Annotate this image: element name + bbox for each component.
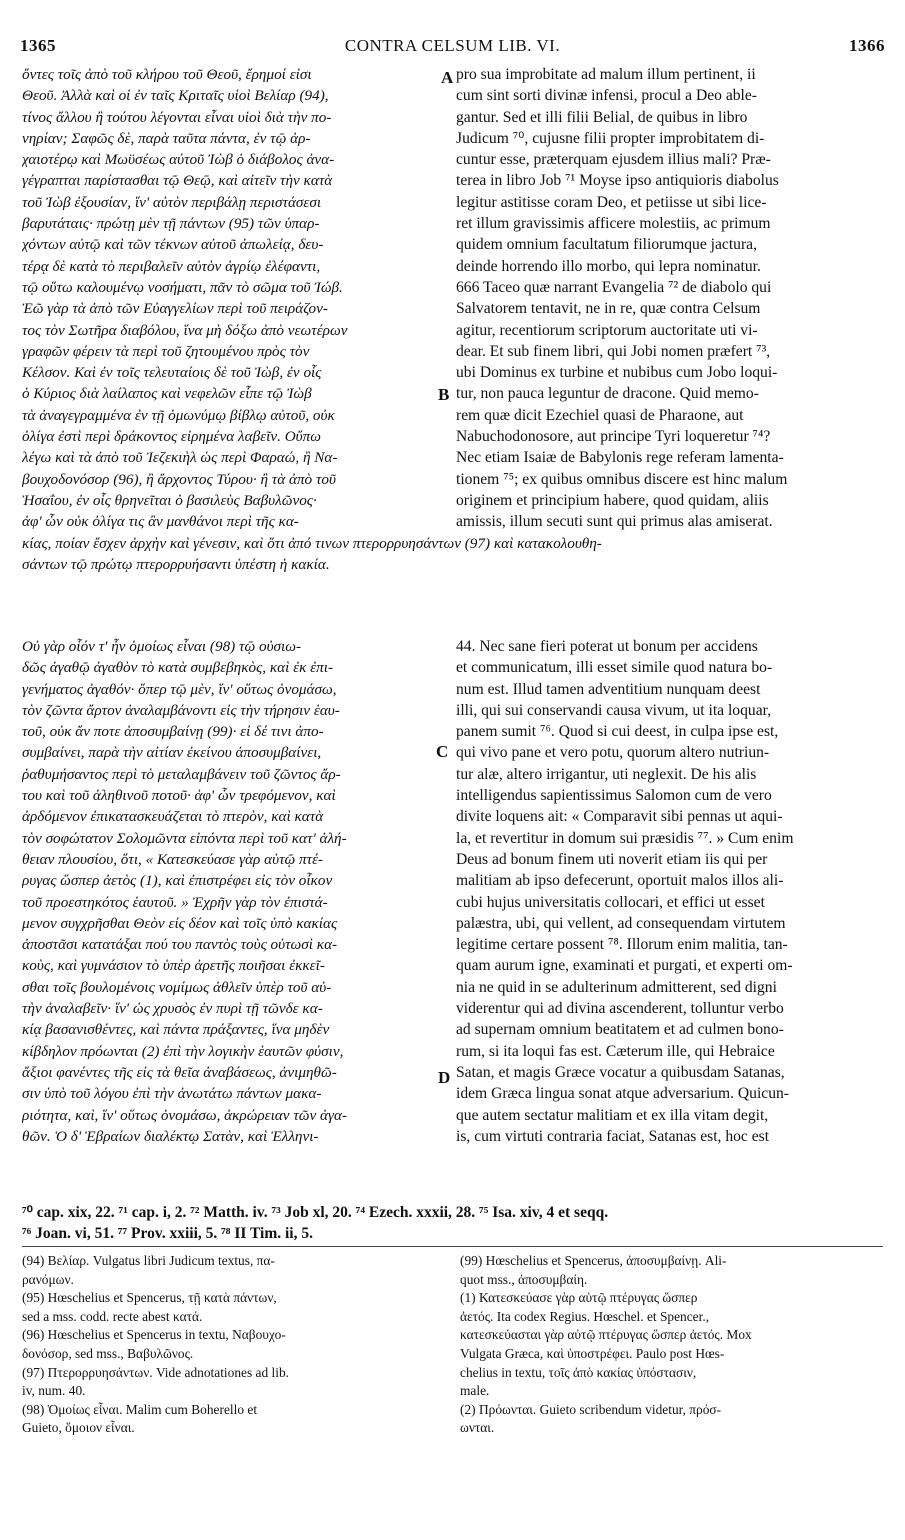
latin-text-line: qui vivo pane et vero potu, quorum altero nutriun-	[456, 744, 770, 762]
scripture-references	[22, 1202, 884, 1244]
latin-text-line: Salvatorem tentavit, ne in re, quæ contra Celsum	[456, 300, 761, 318]
footnote-line: Vulgata Græca, καὶ ὑποστρέφει. Paulo post Hœs-	[460, 1345, 725, 1361]
latin-text-line: Judicum ⁷⁰, cujusne filii propter improbitatem di-	[456, 129, 765, 147]
latin-text-line: malitiam ab ipso defecerunt, oportuit malos illos ali-	[456, 872, 784, 890]
greek-text-line: τὰ ἀναγεγραμμένα ἐν τῇ ὁμωνύμῳ βίβλῳ αὐτοῦ, οὐκ	[22, 406, 335, 424]
greek-text-line: σθαι τοῖς βουλομένοις νομίμως ἀθλεῖν ὑπὲρ τοῦ αὐ-	[22, 978, 332, 996]
greek-text-line: τίνος ἄλλου ἢ τούτου λέγονται εἶναι υἱοὶ διὰ τὴν πο-	[22, 108, 332, 126]
latin-text-line: pro sua improbitate ad malum illum pertinent, ii	[456, 66, 756, 83]
page-number-right: 1366	[849, 36, 885, 55]
latin-text-line: dear. Et sub finem libri, qui Jobi nomen præfert ⁷³,	[456, 342, 771, 360]
greek-text-line: συμβαίνει, παρὰ τὴν αἰτίαν ἐκείνου ἀποσυμβαίνει,	[22, 744, 322, 762]
latin-column-top	[456, 64, 884, 533]
greek-text-line: κοὺς, καὶ γυμνάσιον τὸ ὑπὲρ ἀρετῆς ποιῆσαι ἐκκεῖ-	[22, 957, 325, 975]
latin-text-line: amissis, illum secuti sunt qui primus alas amiserat.	[456, 513, 773, 531]
footnote-line: sed a mss. codd. recte abest κατά.	[22, 1308, 203, 1324]
footnote-line: δονόσορ, sed mss., Βαβυλῶνος.	[22, 1345, 194, 1361]
greek-text-line: γέγραπται παρίστασθαι τῷ Θεῷ, καὶ αἰτεῖν τὴν κατὰ	[22, 172, 333, 190]
footnote-line: quot mss., ἀποσυμβαίη.	[460, 1271, 588, 1287]
greek-text-line: μενον συγχρῆσθαι Θεὸν εἰς δέον καὶ τοῖς ὑπὸ κακίας	[22, 914, 338, 932]
greek-text-line: σιν ὑπὸ τοῦ λόγου ἐπὶ τὴν ἀνωτάτω πάντων μακα-	[22, 1085, 322, 1103]
latin-text-line: intelligendus sapientissimus Salomon cum de vero	[456, 787, 772, 805]
greek-text-line: ἀφ' ὧν οὐκ ὀλίγα τις ἂν μανθάνοι περὶ τῆς κα-	[22, 513, 299, 531]
greek-text-line: θειαν πλουσίου, ὅτι, « Κατεσκεύασε γὰρ αὑτῷ πτέ-	[22, 850, 324, 868]
full-width-text	[22, 533, 884, 576]
latin-text-line: divite loquens ait: « Comparavit sibi pennas ut aqui-	[456, 808, 783, 826]
greek-text-line: ἀρδόμενον ἐπικατασκευάζεται τὸ πτερὸν, καὶ κατὰ	[22, 808, 324, 826]
latin-text-line: la, et revertitur in domum sui præsidis ⁷⁷. » Cum enim	[456, 829, 794, 847]
latin-text-line: palæstra, ubi, qui vellent, ad consequendam virtutem	[456, 914, 786, 932]
greek-text-line: κίᾳ βασανισθέντες, καὶ πάντα πράξαντες, ἵνα μηδὲν	[22, 1021, 330, 1039]
greek-text-line: γενήματος ἀγαθόν· ὅπερ τῷ μὲν, ἵν' οὕτως ὀνομάσω,	[22, 680, 337, 698]
footnote-line: (97) Πτερορρυησάντων. Vide adnotationes ad lib.	[22, 1364, 290, 1380]
running-title: CONTRA CELSUM LIB. VI.	[344, 36, 561, 55]
running-header	[20, 36, 885, 58]
greek-text-line: τοῦ προεστηκότος ἑαυτοῦ. » Ἐχρῆν γὰρ τὸν ἐπιστά-	[22, 893, 328, 911]
latin-text-line: que autem sectatur malitiam et ex illa vitam degit,	[456, 1106, 769, 1124]
latin-text-line: cuntur esse, præterquam ejusdem illius mali? Præ-	[456, 151, 771, 169]
greek-text-line: Ἠσαΐου, ἐν οἷς θρηνεῖται ὁ βασιλεὺς Βαβυλῶνος·	[22, 491, 317, 509]
footnote-line: iv, num. 40.	[22, 1383, 86, 1399]
latin-text-line: num est. Illud tamen adventitium nunquam deest	[456, 680, 761, 698]
greek-text-line: Οὐ γὰρ οἷόν τ' ἦν ὁμοίως εἶναι (98) τῷ οὐσιω-	[22, 638, 302, 655]
latin-text-line: panem sumit ⁷⁶. Quod si cui deest, in culpa ipse est,	[456, 723, 779, 741]
greek-text-line: τέρᾳ δὲ κατὰ τὸ περιβαλεῖν αὐτὸν ἀγρίῳ ἐλέφαντι,	[22, 257, 321, 275]
greek-text-line: νηρίαν; Σαφῶς δὲ, παρὰ ταῦτα πάντα, ἐν τῷ ἀρ-	[22, 129, 311, 147]
footnote-line: (96) Hœschelius et Spencerus in textu, Ναβουχο-	[22, 1327, 286, 1343]
latin-text-line: legitur astitisse coram Deo, et petiisse ut sibi lice-	[456, 193, 767, 211]
latin-text-line: tur, non pauca leguntur de dracone. Quid memo-	[456, 385, 759, 403]
latin-text-line: tur alæ, altero irrigantur, uti neglexit. De his alis	[456, 765, 757, 783]
greek-text-line: τὴν ἀναλαβεῖν· ἵν' ὡς χρυσὸς ἐν πυρὶ τῇ τῶνδε κα-	[22, 1000, 323, 1018]
latin-text-line: Nec etiam Isaiæ de Babylonis rege referam lamenta-	[456, 449, 784, 467]
latin-text-line: ad supernam omnium beatitatem et ad culmen bono-	[456, 1021, 784, 1039]
footnote-separator	[22, 1246, 883, 1247]
greek-text-line: Κέλσον. Καὶ ἐν τοῖς τελευταίοις δὲ τοῦ Ἰὼβ, ἐν οἷς	[22, 364, 322, 382]
latin-text-line: Deus ad bonum finem uti noverit etiam iis qui per	[456, 850, 768, 868]
latin-text-line: originem et principium habere, quod quidam, aliis	[456, 491, 769, 509]
greek-text-line: τὸν ζῶντα ἄρτον ἀναλαμβάνοντι εἰς τὴν τήρησιν ἑαυ-	[22, 701, 340, 719]
greek-text-line: χαιοτέρῳ καὶ Μωϋσέως αὐτοῦ Ἰὼβ ὁ διάβολος ἀνα-	[22, 151, 335, 169]
margin-marker-d: D	[438, 1068, 451, 1087]
margin-marker-c: C	[436, 742, 449, 761]
greek-text-line: λέγω καὶ τὰ ἀπὸ τοῦ Ἰεζεκιὴλ ὡς περὶ Φαραώ, ἢ Να-	[22, 449, 338, 467]
greek-text-line: του καὶ τοῦ ἀληθινοῦ ποτοῦ· ἀφ' ὧν τρεφόμενον, καὶ	[22, 787, 336, 805]
latin-text-line: nia ne quid in se adulterinum admitterent, sed digni	[456, 978, 777, 996]
greek-text-line: γραφῶν φέρειν τὰ περὶ τοῦ ζητουμένου πρὸς τὸν	[22, 342, 310, 360]
footnotes-left	[22, 1252, 440, 1438]
latin-text-line: terea in libro Job ⁷¹ Moyse ipso antiquioris diabolus	[456, 172, 779, 190]
page-number-left: 1365	[20, 36, 56, 55]
greek-text-line: τος τὸν Σωτῆρα διαβόλου, ἵνα μὴ δόξω ἀπὸ νεωτέρων	[22, 321, 348, 339]
greek-text-line: ῥαθυμήσαντος περὶ τὸ μεταλαμβάνειν τοῦ ζῶντος ἄρ-	[22, 765, 341, 783]
footnote-line: (2) Πρόωνται. Guieto scribendum videtur, πρόσ-	[460, 1401, 722, 1417]
footnote-line: chelius in textu, τοῖς ἀπὸ κακίας ὑπόστασιν,	[460, 1364, 697, 1380]
greek-text-line: Ἐῶ γὰρ τὰ ἀπὸ τῶν Εὐαγγελίων περὶ τοῦ πειράζον-	[22, 300, 328, 318]
latin-text-line: 666 Taceo quæ narrant Evangelia ⁷² de diabolo qui	[456, 278, 772, 296]
greek-text-line: δῶς ἀγαθῷ ἀγαθὸν τὸ κατὰ συμβεβηκὸς, καὶ ἐκ ἐπι-	[22, 659, 334, 677]
latin-text-line: cum sint sorti divinæ infensi, procul a Deo able-	[456, 87, 757, 105]
footnote-line: (94) Βελίαρ. Vulgatus libri Judicum textus, πα-	[22, 1253, 275, 1268]
latin-text-line: ubi Dominus ex turbine et nubibus cum Jobo loqui-	[456, 364, 778, 382]
footnote-line: (95) Hœschelius et Spencerus, τῇ κατὰ πάντων,	[22, 1290, 277, 1306]
scripture-reference-line: ⁷⁶ Joan. vi, 51. ⁷⁷ Prov. xxiii, 5. ⁷⁸ II Tim. ii, 5.	[22, 1225, 313, 1242]
greek-text-line: κίβδηλον πρόωνται (2) ἐπὶ τὴν λογικὴν ἑαυτῶν φύσιν,	[22, 1042, 344, 1060]
full-width-text-line: σάντων τῷ πρώτῳ πτερορρυήσαντι ὑπέστη ἡ κακία.	[22, 556, 330, 574]
footnotes-right	[460, 1252, 884, 1438]
greek-text-line: ὀλίγα ἐστὶ περὶ δράκοντος εἰρημένα λαβεῖν. Οὔπω	[22, 428, 321, 446]
footnote-line: (99) Hœschelius et Spencerus, ἀποσυμβαίνῃ. Ali-	[460, 1253, 727, 1268]
greek-text-line: ἀποστᾶσι κατατάξαι πού του παντὸς τοὺς οὑτωσὶ κα-	[22, 936, 338, 954]
greek-text-line: τῷ οὕτω καλουμένῳ νοσήματι, πᾶν τὸ σῶμα τοῦ Ἰώβ.	[22, 278, 343, 296]
latin-text-line: tionem ⁷⁵; ex quibus omnibus discere est hinc malum	[456, 470, 788, 488]
latin-text-line: deinde horrendo illo morbo, qui lepra nominatur.	[456, 257, 761, 275]
latin-text-line: quidem omnium facultatum filiorumque jactura,	[456, 236, 757, 254]
footnote-line: (1) Κατεσκεύασε γὰρ αὑτῷ πτέρυγας ὥσπερ	[460, 1290, 698, 1306]
greek-text-line: τὸν σοφώτατον Σολομῶντα εἰπόντα περὶ τοῦ κατ' ἀλή-	[22, 829, 347, 847]
greek-text-line: ὄντες τοῖς ἀπὸ τοῦ κλήρου τοῦ Θεοῦ, ἔρημοί εἰσι	[22, 66, 312, 83]
latin-text-line: illi, qui sui conservandi causa vivum, ut ita loquar,	[456, 701, 772, 719]
full-width-text-line: κίας, ποίαν ἔσχεν ἀρχὴν καὶ γένεσιν, καὶ ὅτι ἀπό τινων πτερορρυησάντων (97) καὶ κατακολουθη-	[22, 535, 602, 552]
footnote-line: male.	[460, 1383, 490, 1399]
latin-text-line: idem Græca lingua sonat atque adversarium. Quicun-	[456, 1085, 789, 1103]
footnote-line: ἀετός. Ita codex Regius. Hœschel. et Spencer.,	[460, 1308, 710, 1324]
greek-text-line: βουχοδονόσορ (96), ἢ ἄρχοντος Τύρου· ἢ τὰ ἀπὸ τοῦ	[22, 470, 336, 488]
latin-text-line: viderentur qui ad divina ascenderent, tolluntur verbo	[456, 1000, 784, 1018]
footnote-line: Guieto, ὅμοιον εἶναι.	[22, 1420, 135, 1436]
latin-column-bottom	[456, 636, 884, 1147]
footnote-line: ωνται.	[460, 1420, 495, 1436]
greek-text-line: βαρυτάταις· πρώτῃ μὲν τῇ πάντων (95) τῶν ὑπαρ-	[22, 215, 320, 233]
greek-text-line: ρυγας ὥσπερ ἀετὸς (1), καὶ ἐπιστρέφει εἰς τὸν οἶκον	[22, 872, 333, 890]
greek-text-line: θῶν. Ὁ δ' Ἑβραίων διαλέκτῳ Σατὰν, καὶ Ἑλληνι-	[22, 1127, 319, 1145]
greek-text-line: χόντων αὐτῷ καὶ τῶν τέκνων αὐτοῦ ἀπωλείᾳ, δευ-	[22, 236, 324, 254]
greek-column-bottom	[22, 636, 440, 1147]
scripture-reference-line: ⁷⁰ cap. xix, 22. ⁷¹ cap. i, 2. ⁷² Matth. iv. ⁷³ Job xl, 20. ⁷⁴ Ezech. xxxii, 28. ⁷⁵ Isa. xiv, 4 et seqq.	[22, 1204, 609, 1221]
latin-text-line: is, cum virtuti contraria faciat, Satanas est, hoc est	[456, 1127, 770, 1145]
greek-column-top	[22, 64, 440, 533]
latin-text-line: cubi hujus universitatis collocari, et effici ut esset	[456, 893, 765, 911]
latin-text-line: Nabuchodonosore, aut principe Tyri loqueretur ⁷⁴?	[456, 428, 771, 446]
latin-text-line: Satan, et magis Græce vocatur a quibusdam Satanas,	[456, 1063, 785, 1081]
footnote-line: (98) Ὁμοίως εἶναι. Malim cum Boherello et	[22, 1401, 258, 1417]
margin-marker-b: B	[438, 385, 450, 404]
greek-text-line: ἄξιοι φανέντες τῆς εἰς τὰ θεῖα ἀναβάσεως, ἀνιμηθῶ-	[22, 1063, 337, 1081]
latin-text-line: ret illum gravissimis afficere molestiis, ac primum	[456, 215, 771, 233]
greek-text-line: Θεοῦ. Ἀλλὰ καὶ οἱ ἐν ταῖς Κριταῖς υἱοὶ Βελίαρ (94),	[22, 87, 329, 105]
greek-text-line: ὁ Κύριος διὰ λαίλαπος καὶ νεφελῶν εἶπε τῷ Ἰὼβ	[22, 385, 312, 403]
footnote-line: ρανόμων.	[22, 1271, 74, 1287]
greek-text-line: τοῦ, οὐκ ἄν ποτε ἀποσυμβαίνῃ (99)· εἰ δέ τινι ἀπο-	[22, 723, 324, 741]
latin-text-line: agitur, recentiorum scriptorum auctoritate uti vi-	[456, 321, 758, 339]
greek-text-line: ριότητα, καὶ, ἵν' οὕτως ὀνομάσω, ἀκρώρειαν τῶν ἀγα-	[22, 1106, 348, 1124]
latin-text-line: legitime certare possent ⁷⁸. Illorum enim malitia, tan-	[456, 936, 788, 954]
latin-text-line: rem quæ dicit Ezechiel quasi de Pharaone, aut	[456, 406, 744, 424]
latin-text-line: 44. Nec sane fieri poterat ut bonum per accidens	[456, 638, 758, 655]
margin-marker-a: A	[441, 68, 454, 87]
footnote-line: κατεσκεύασται γὰρ αὐτῷ πτέρυγας ὥσπερ ἀετός. Mox	[460, 1327, 752, 1343]
greek-text-line: τοῦ Ἰὼβ ἐξουσίαν, ἵν' αὐτὸν περιβάλῃ περιστάσεσι	[22, 193, 322, 211]
latin-text-line: quam aurum igne, examinati et purgati, et experti om-	[456, 957, 793, 975]
latin-text-line: rum, si ita loqui fas est. Cæterum ille, qui Hebraice	[456, 1042, 775, 1060]
latin-text-line: et communicatum, illi esset simile quod natura bo-	[456, 659, 773, 677]
latin-text-line: gantur. Sed et illi filii Belial, de quibus in libro	[456, 108, 748, 126]
